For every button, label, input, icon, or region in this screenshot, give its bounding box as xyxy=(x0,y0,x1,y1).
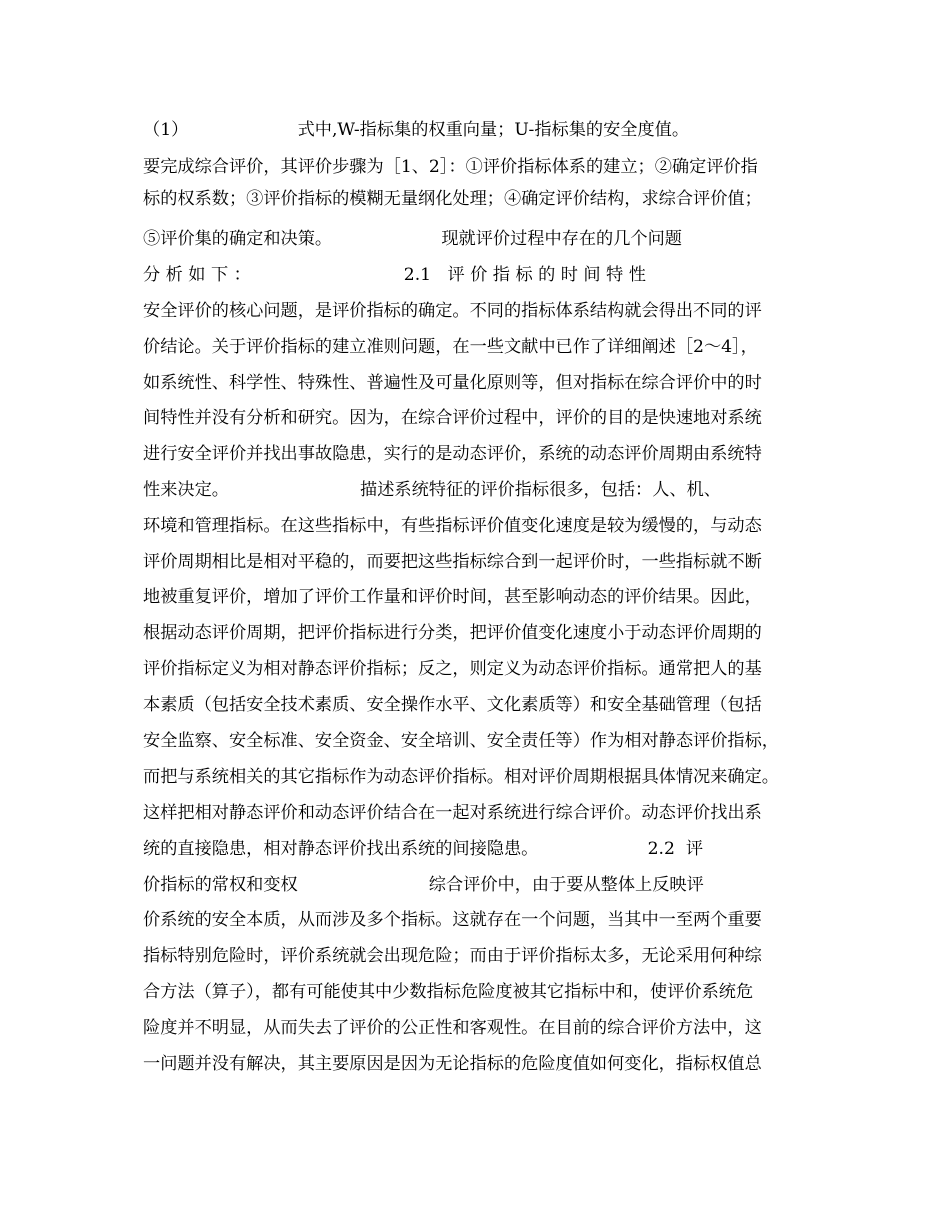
text-line: 一问题并没有解决，其主要原因是因为无论指标的危险度值如何变化，指标权值总 xyxy=(143,1054,762,1074)
text-line: 评价周期相比是相对平稳的，而要把这些指标综合到一起评价时，一些指标就不断 xyxy=(143,552,762,572)
text-line: 性来决定。 描述系统特征的评价指标很多，包括：人、机、 xyxy=(143,480,721,500)
text-line: 这样把相对静态评价和动态评价结合在一起对系统进行综合评价。动态评价找出系 xyxy=(143,803,762,823)
text-line: 间特性并没有分析和研究。因为，在综合评价过程中，评价的目的是快速地对系统 xyxy=(143,408,762,428)
text-line: 要完成综合评价，其评价步骤为［1、2］：①评价指标体系的建立；②确定评价指 xyxy=(143,157,758,177)
text-line: 统的直接隐患，相对静态评价找出系统的间接隐患。 2.2 评 xyxy=(143,839,704,859)
text-line: 本素质（包括安全技术素质、安全操作水平、文化素质等）和安全基础管理（包括 xyxy=(143,695,762,715)
text-line: ⑤评价集的确定和决策。 现就评价过程中存在的几个问题 xyxy=(143,229,682,249)
text-line: 指标特别危险时，评价系统就会出现危险；而由于评价指标太多，无论采用何种综 xyxy=(143,946,762,966)
text-line: 合方法（算子），都有可能使其中少数指标危险度被其它指标中和，使评价系统危 xyxy=(143,982,754,1002)
text-line: 价指标的常权和变权 综合评价中，由于要从整体上反映评 xyxy=(143,875,704,895)
text-line: 标的权系数；③评价指标的模糊无量纲化处理；④确定评价结构，求综合评价值； xyxy=(143,189,762,209)
text-line: （1） 式中,W-指标集的权重向量；U-指标集的安全度值。 xyxy=(143,120,690,140)
text-line: 评价指标定义为相对静态评价指标；反之，则定义为动态评价指标。通常把人的基 xyxy=(143,659,762,679)
text-line: 地被重复评价，增加了评价工作量和评价时间，甚至影响动态的评价结果。因此， xyxy=(143,587,762,607)
text-line: 进行安全评价并找出事故隐患，实行的是动态评价，系统的动态评价周期由系统特 xyxy=(143,444,762,464)
text-line: 分 析 如 下 ： 2.1 评 价 指 标 的 时 间 特 性 xyxy=(143,265,646,285)
text-line: 环境和管理指标。在这些指标中，有些指标评价值变化速度是较为缓慢的，与动态 xyxy=(143,516,762,536)
text-line: 价结论。关于评价指标的建立准则问题，在一些文献中已作了详细阐述［2～4］， xyxy=(143,337,758,357)
text-line: 安全评价的核心问题，是评价指标的确定。不同的指标体系结构就会得出不同的评 xyxy=(143,301,762,321)
text-line: 根据动态评价周期，把评价指标进行分类，把评价值变化速度小于动态评价周期的 xyxy=(143,623,762,643)
text-line: 险度并不明显，从而失去了评价的公正性和客观性。在目前的综合评价方法中，这 xyxy=(143,1018,762,1038)
text-line: 如系统性、科学性、特殊性、普遍性及可量化原则等，但对指标在综合评价中的时 xyxy=(143,373,762,393)
text-line: 价系统的安全本质，从而涉及多个指标。这就存在一个问题，当其中一至两个重要 xyxy=(143,910,762,930)
text-line: 安全监察、安全标准、安全资金、安全培训、安全责任等）作为相对静态评价指标， xyxy=(143,731,779,751)
text-line: 而把与系统相关的其它指标作为动态评价指标。相对评价周期根据具体情况来确定。 xyxy=(143,767,779,787)
